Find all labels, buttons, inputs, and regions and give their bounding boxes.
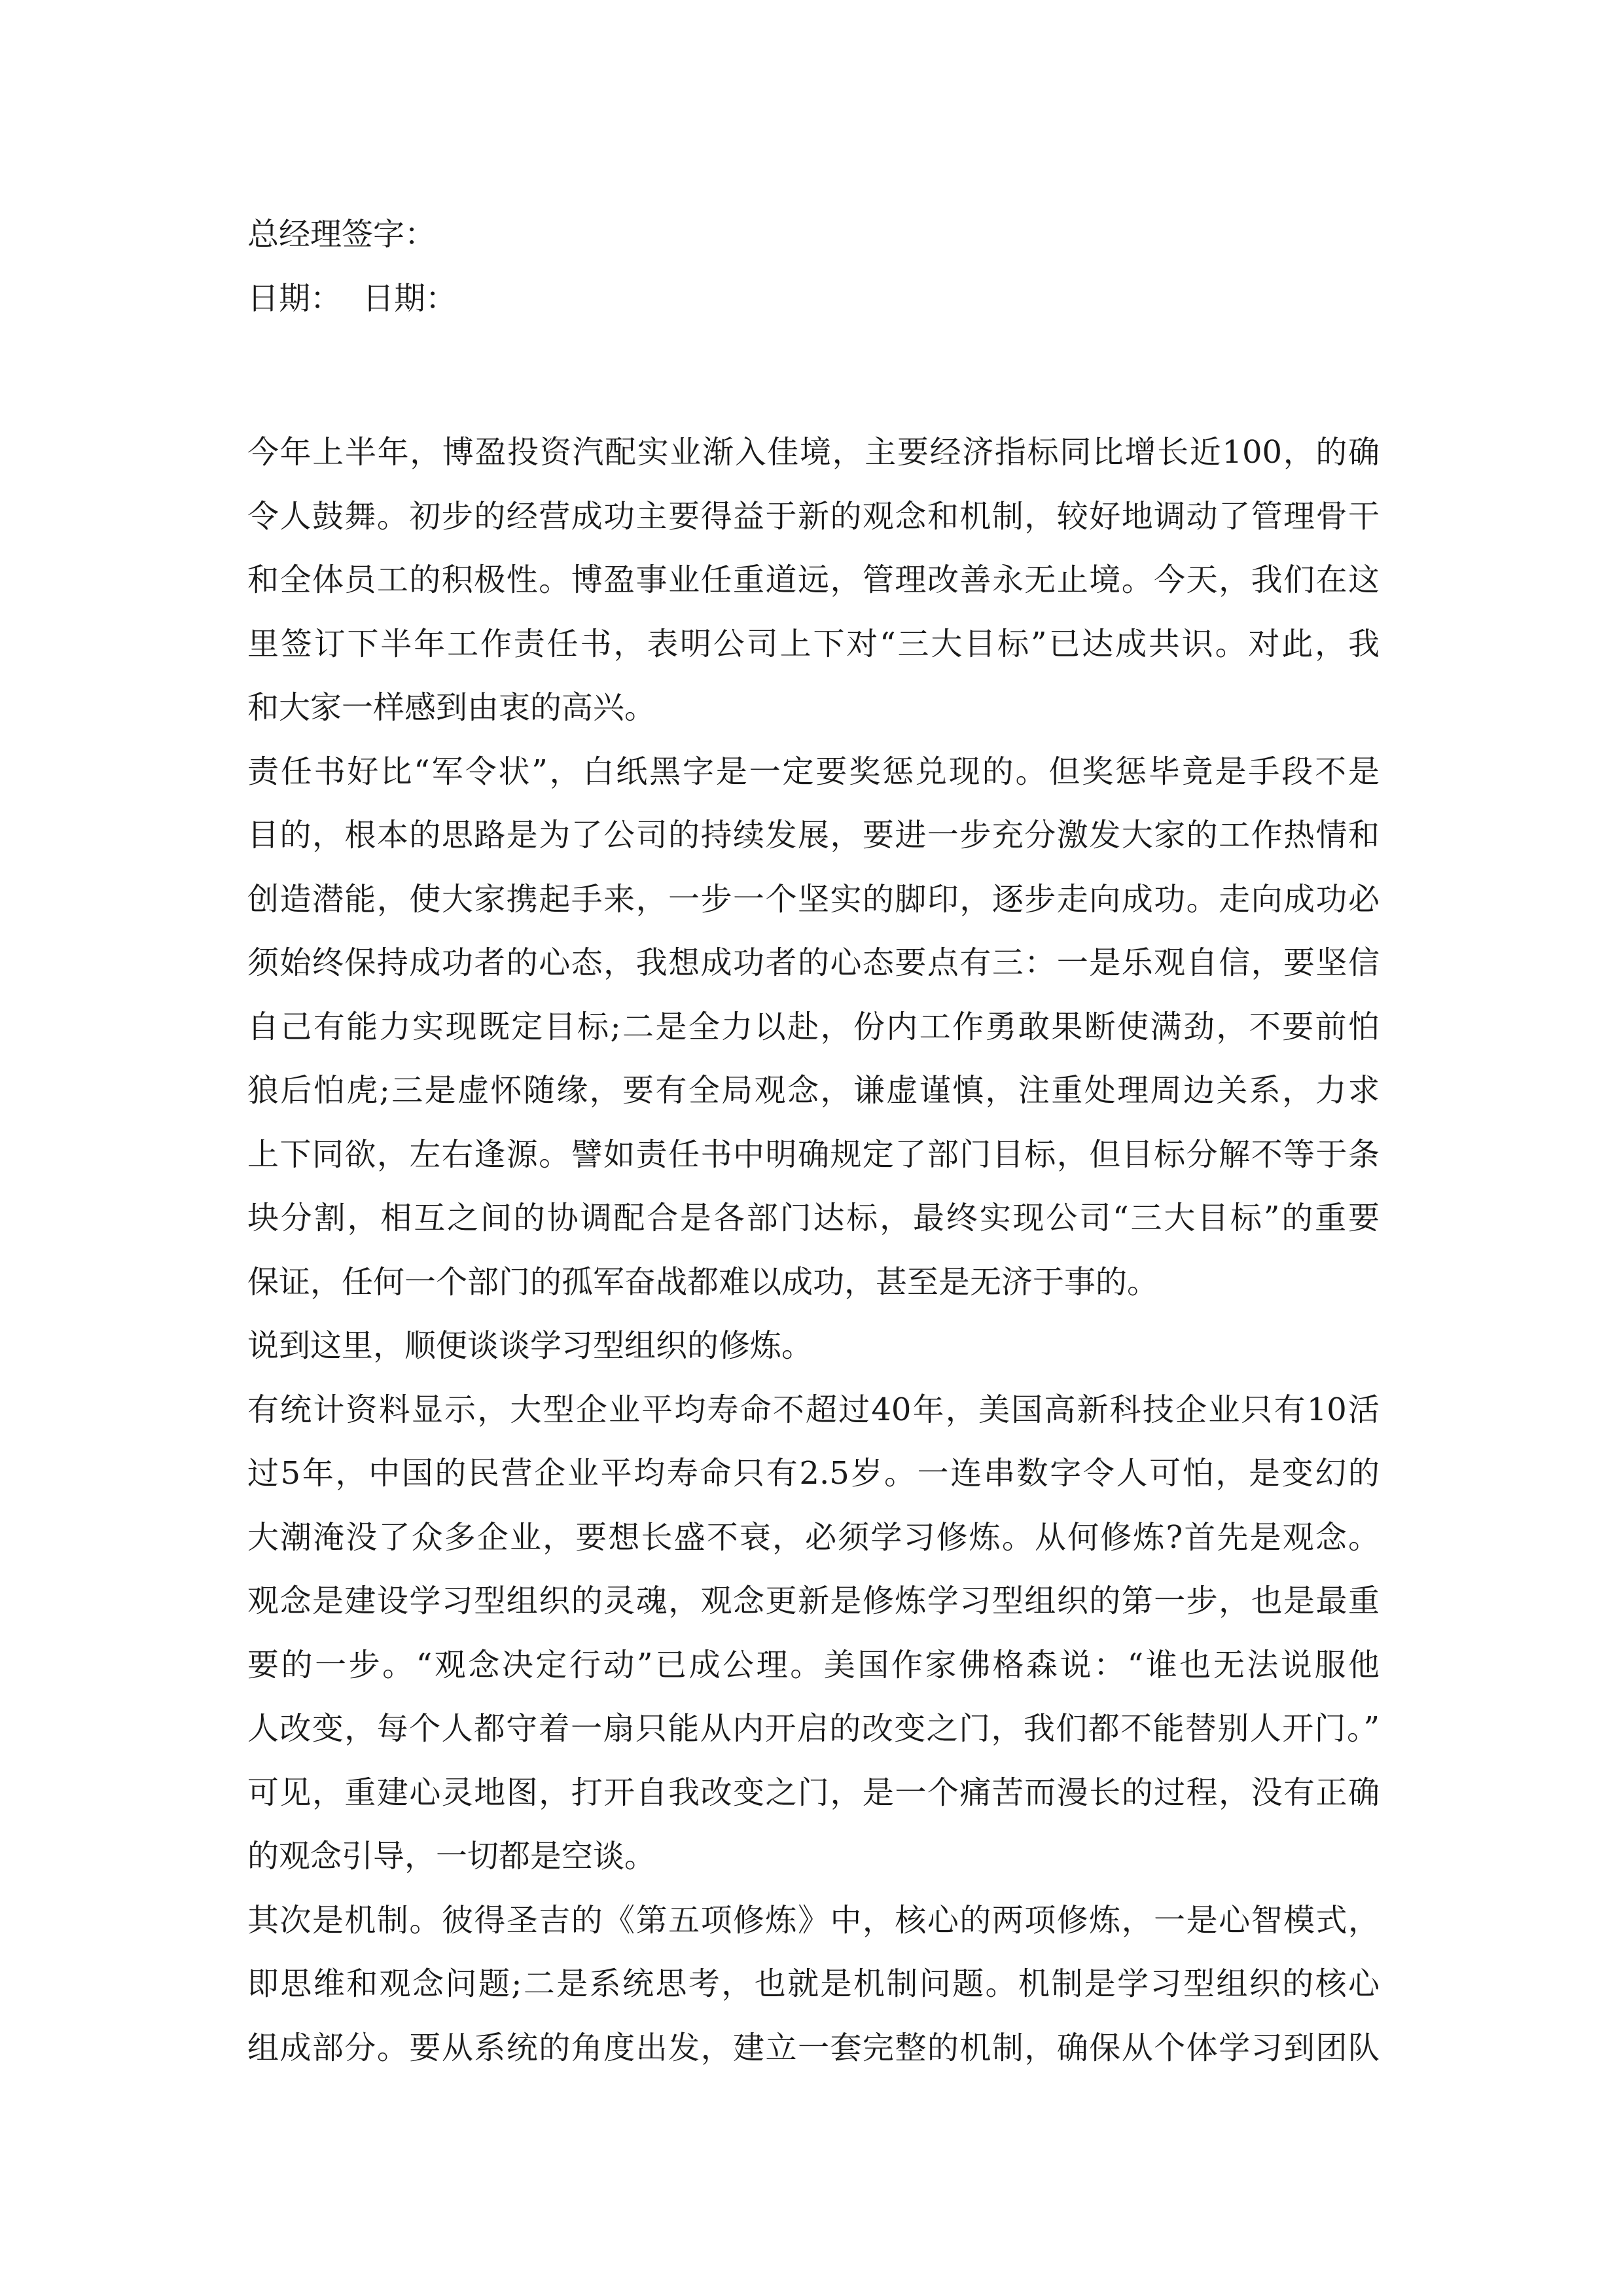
text-line: 和全体员工的积极性。博盈事业任重道远，管理改善永无止境。今天，我们在这	[247, 562, 1380, 598]
text-line: 令人鼓舞。初步的经营成功主要得益于新的观念和机制，较好地调动了管理骨干	[247, 497, 1380, 535]
date-label: 日期：	[247, 279, 342, 317]
date-line	[247, 267, 1380, 331]
text-line: 责任书好比“军令状”，白纸黑字是一定要奖惩兑现的。但奖惩毕竟是手段不是	[247, 753, 1380, 790]
text-line: 即思维和观念问题;二是系统思考，也就是机制问题。机制是学习型组织的核心	[247, 1965, 1380, 2002]
text-line: 块分割，相互之间的协调配合是各部门达标，最终实现公司“三大目标”的重要	[247, 1200, 1380, 1236]
document-body	[247, 203, 1380, 2080]
text-line: 有统计资料显示，大型企业平均寿命不超过40年，美国高新科技企业只有10活	[247, 1391, 1380, 1428]
text-line: 观念是建设学习型组织的灵魂，观念更新是修炼学习型组织的第一步，也是最重	[247, 1583, 1380, 1619]
text-line: 狼后怕虎;三是虚怀随缘，要有全局观念，谦虚谨慎，注重处理周边关系，力求	[247, 1072, 1380, 1109]
text-line: 自己有能力实现既定目标;二是全力以赴，份内工作勇敢果断使满劲，不要前怕	[247, 1008, 1380, 1045]
text-line: 的观念引导，一切都是空谈。	[247, 1838, 656, 1874]
text-line: 过5年，中国的民营企业平均寿命只有2.5岁。一连串数字令人可怕，是变幻的	[247, 1455, 1380, 1492]
paragraph	[247, 740, 1380, 1315]
paragraph	[247, 1378, 1380, 1889]
text-line: 组成部分。要从系统的角度出发，建立一套完整的机制，确保从个体学习到团队	[247, 2029, 1380, 2066]
text-line: 人改变，每个人都守着一扇只能从内开启的改变之门，我们都不能替别人开门。”	[247, 1710, 1380, 1747]
paragraph	[247, 421, 1380, 740]
text-line: 里签订下半年工作责任书，表明公司上下对“三大目标”已达成共识。对此，我	[247, 625, 1380, 662]
spacer	[247, 331, 1380, 421]
gm-signature-label: 总经理签字：	[247, 216, 437, 253]
text-line: 说到这里，顺便谈谈学习型组织的修炼。	[247, 1327, 813, 1364]
text-line: 和大家一样感到由衷的高兴。	[247, 689, 656, 726]
text-line: 保证，任何一个部门的孤军奋战都难以成功，甚至是无济于事的。	[247, 1263, 1159, 1300]
text-line: 创造潜能，使大家携起手来，一步一个坚实的脚印，逐步走向成功。走向成功必	[247, 880, 1380, 918]
text-line: 今年上半年，博盈投资汽配实业渐入佳境，主要经济指标同比增长近100，的确	[247, 434, 1380, 471]
paragraph	[247, 1314, 1380, 1378]
paragraph	[247, 1889, 1380, 2081]
text-line: 目的，根本的思路是为了公司的持续发展，要进一步充分激发大家的工作热情和	[247, 817, 1380, 853]
text-line: 其次是机制。彼得圣吉的《第五项修炼》中，核心的两项修炼，一是心智模式，	[247, 1901, 1380, 1939]
text-line: 上下同欲，左右逢源。譬如责任书中明确规定了部门目标，但目标分解不等于条	[247, 1136, 1380, 1173]
text-line: 可见，重建心灵地图，打开自我改变之门，是一个痛苦而漫长的过程，没有正确	[247, 1774, 1380, 1811]
date-label: 日期：	[363, 279, 457, 317]
text-line: 大潮淹没了众多企业，要想长盛不衰，必须学习修炼。从何修炼?首先是观念。	[247, 1518, 1380, 1556]
text-line: 要的一步。“观念决定行动”已成公理。美国作家佛格森说：“谁也无法说服他	[247, 1646, 1380, 1683]
text-line: 须始终保持成功者的心态，我想成功者的心态要点有三：一是乐观自信，要坚信	[247, 944, 1380, 981]
